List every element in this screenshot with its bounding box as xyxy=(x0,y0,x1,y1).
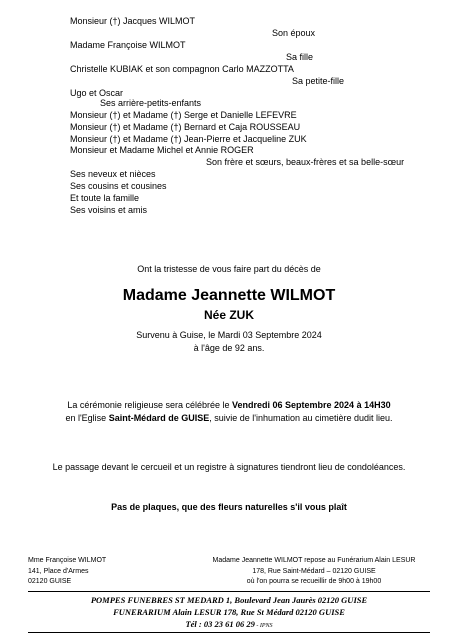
registry-note: Le passage devant le cercueil et un registre à signatures tiendront lieu de condoléances. xyxy=(52,462,406,472)
family-line: Monsieur (†) Jacques WILMOT xyxy=(70,16,196,26)
contact-city: 02120 GUISE xyxy=(28,578,72,585)
footer-rule-bottom xyxy=(28,632,430,633)
funerarium-rest: Madame Jeannette WILMOT repose au Funérarium Alain LESUR xyxy=(212,557,416,564)
death-age: à l'âge de 92 ans. xyxy=(193,343,265,353)
footer-phone: Tél : 03 23 61 06 29 xyxy=(185,619,255,629)
family-line: Monsieur (†) et Madame (†) Jean-Pierre et Jacqueline ZUK xyxy=(70,134,307,144)
family-line: Madame Françoise WILMOT xyxy=(70,40,186,50)
family-line: Monsieur et Madame Michel et Annie ROGER xyxy=(70,145,254,155)
family-line: Ses voisins et amis xyxy=(70,205,148,215)
footer-funerarium: FUNERARIUM Alain LESUR 178, Rue St Médard 02120 GUISE xyxy=(113,607,345,617)
announce-intro: Ont la tristesse de vous faire part du décès de xyxy=(137,264,321,274)
family-relation: Ses arrière-petits-enfants xyxy=(100,98,202,108)
family-relation: Sa fille xyxy=(286,52,314,62)
ceremony-datetime: Vendredi 06 Septembre 2024 à 14H30 xyxy=(232,400,391,410)
family-line: Et toute la famille xyxy=(70,193,140,203)
family-line: Monsieur (†) et Madame (†) Bernard et Caja ROUSSEAU xyxy=(70,122,301,132)
ceremony-line-1: La cérémonie religieuse sera célébrée le Vendredi 06 Septembre 2024 à 14H30 xyxy=(67,400,391,410)
footer-code: - IPNS xyxy=(254,623,273,629)
contact-street: 141, Place d'Armes xyxy=(28,568,89,575)
death-date: Survenu à Guise, le Mardi 03 Septembre 2024 xyxy=(136,330,322,340)
family-relation: Sa petite-fille xyxy=(292,76,345,86)
flowers-note: Pas de plaques, que des fleurs naturelles s'il vous plaît xyxy=(111,502,347,512)
deceased-name: Madame Jeannette WILMOT xyxy=(122,287,336,304)
church-name: Saint-Médard de GUISE xyxy=(108,413,210,423)
footer-phone-line xyxy=(0,619,458,632)
family-line: Christelle KUBIAK et son compagnon Carlo MAZZOTTA xyxy=(70,64,294,74)
family-line: Ses neveux et nièces xyxy=(70,169,156,179)
footer-rule-top xyxy=(28,591,430,592)
ceremony-line-2: en l'Eglise Saint-Médard de GUISE, suivie de l'inhumation au cimetière dudit lieu. xyxy=(65,413,393,423)
funerarium-address: 178, Rue Saint-Médard – 02120 GUISE xyxy=(252,568,376,575)
maiden-name: Née ZUK xyxy=(203,308,254,322)
family-relation: Son époux xyxy=(272,28,316,38)
family-line: Ses cousins et cousines xyxy=(70,181,167,191)
family-line: Ugo et Oscar xyxy=(70,88,124,98)
funerarium-hours: où l'on pourra se recueillir de 9h00 à 19h00 xyxy=(246,578,382,585)
family-line: Monsieur (†) et Madame (†) Serge et Danielle LEFEVRE xyxy=(70,110,297,120)
contact-name: Mme Françoise WILMOT xyxy=(28,557,107,564)
footer-pompes-funebres: POMPES FUNEBRES ST MEDARD 1, Boulevard Jean Jaurès 02120 GUISE xyxy=(90,595,368,605)
family-relation: Son frère et sœurs, beaux-frères et sa belle-sœur xyxy=(206,157,405,167)
